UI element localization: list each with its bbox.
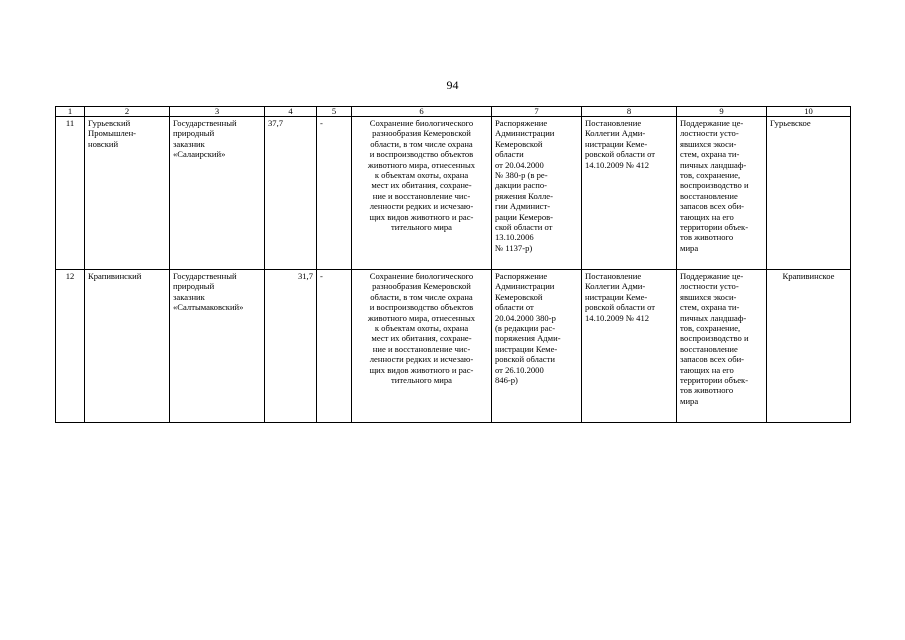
column-5-cell: -	[317, 270, 352, 423]
location-cell: Крапивинское	[767, 270, 851, 423]
purpose-cell: Сохранение биологического разнообразия Кемеровской области, в том числе охрана и воспроизводство объектов животного мира, отнесенных к объектам охоты, охрана мест их обитания, сохране- ние и восстановление чис- ленности редких и исчезаю- щих видов животного и рас- тительного мира	[352, 117, 492, 270]
column-5-cell: -	[317, 117, 352, 270]
page-number: 94	[446, 78, 459, 92]
column-number: 3	[170, 107, 265, 117]
district-cell: Крапивинский	[85, 270, 170, 423]
table-row	[56, 270, 851, 423]
creation-act-cell: Распоряжение Администрации Кемеровской области от 20.04.2000 380-р (в редакции рас- поряжения Адми- нистрации Кеме- ровской области от 26.10.2000 846-р)	[492, 270, 582, 423]
area-cell: 31,7	[265, 270, 317, 423]
location-cell: Гурьевское	[767, 117, 851, 270]
column-number: 5	[317, 107, 352, 117]
row-number: 11	[56, 117, 85, 270]
reserves-table	[55, 106, 851, 423]
regulation-act-cell: Постановление Коллегии Адми- нистрации Кеме- ровской области от 14.10.2009 № 412	[582, 270, 677, 423]
column-number: 9	[677, 107, 767, 117]
column-number: 7	[492, 107, 582, 117]
column-number: 10	[767, 107, 851, 117]
creation-act-cell: Распоряжение Администрации Кемеровской области от 20.04.2000 № 380-р (в ре- дакции распо- ряжения Колле- гии Админист- рации Кемеров- ской области от 13.10.2006 № 1137-р)	[492, 117, 582, 270]
district-cell: Гурьевский Промышлен- новский	[85, 117, 170, 270]
area-cell: 37,7	[265, 117, 317, 270]
table-row	[56, 117, 851, 270]
purpose-cell: Сохранение биологического разнообразия Кемеровской области, в том числе охрана и воспроизводство объектов животного мира, отнесенных к объектам охоты, охрана мест их обитания, сохране- ние и восстановление чис- ленности редких и исчезаю- щих видов животного и рас- тительного мира	[352, 270, 492, 423]
column-number-row	[56, 107, 851, 117]
tasks-cell: Поддержание це- лостности усто- явшихся экоси- стем, охрана ти- пичных ландшаф- тов, сохранение, воспроизводство и восстановление запасов всех оби- тающих на его территории объек- тов животного мира	[677, 117, 767, 270]
tasks-cell: Поддержание це- лостности усто- явшихся экоси- стем, охрана ти- пичных ландшаф- тов, сохранение, воспроизводство и восстановление запасов всех оби- тающих на его территории объек- тов животного мира	[677, 270, 767, 423]
reserve-name-cell: Государственный природный заказник «Салаирский»	[170, 117, 265, 270]
column-number: 8	[582, 107, 677, 117]
regulation-act-cell: Постановление Коллегии Адми- нистрации Кеме- ровской области от 14.10.2009 № 412	[582, 117, 677, 270]
column-number: 1	[56, 107, 85, 117]
reserve-name-cell: Государственный природный заказник «Салтымаковский»	[170, 270, 265, 423]
column-number: 6	[352, 107, 492, 117]
row-number: 12	[56, 270, 85, 423]
column-number: 4	[265, 107, 317, 117]
column-number: 2	[85, 107, 170, 117]
